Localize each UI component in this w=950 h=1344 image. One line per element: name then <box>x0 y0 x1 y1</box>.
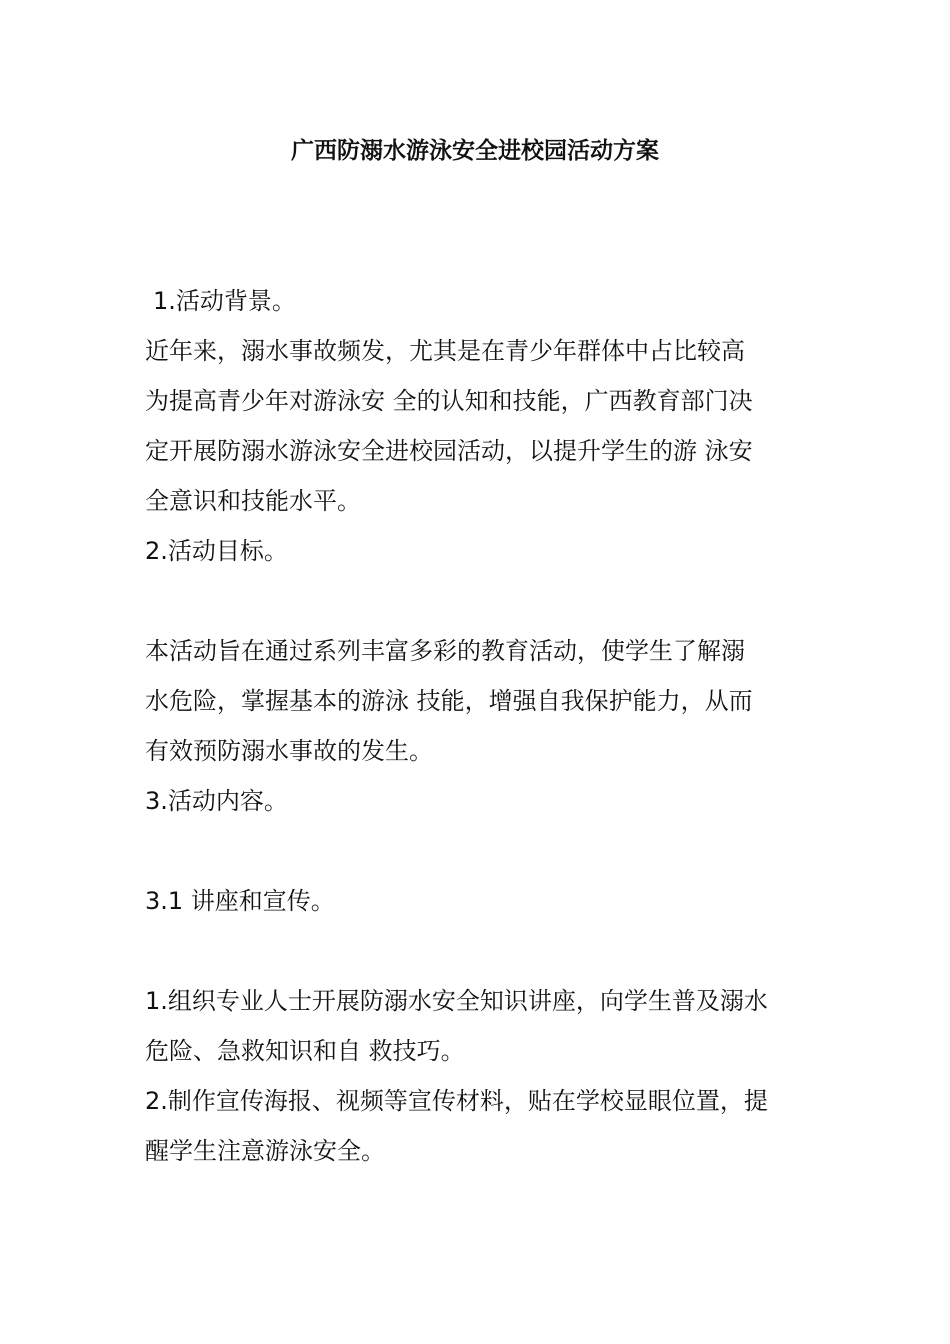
list-item-line: 危险、急救知识和自 救技巧。 <box>145 1037 465 1065</box>
blank-line <box>145 576 815 626</box>
paragraph-line: 近年来，溺水事故频发，尤其是在青少年群体中占比较高 <box>145 337 745 365</box>
paragraph-line: 有效预防溺水事故的发生。 <box>145 737 433 765</box>
list-item-line: 1.组织专业人士开展防溺水安全知识讲座，向学生普及溺水 <box>145 987 768 1015</box>
paragraph-line: 水危险，掌握基本的游泳 技能，增强自我保护能力，从而 <box>145 687 753 715</box>
paragraph-line: 全意识和技能水平。 <box>145 487 361 515</box>
list-item-line: 醒学生注意游泳安全。 <box>145 1137 385 1165</box>
blank-line <box>145 926 815 976</box>
section-heading-background: 1.活动背景。 <box>153 287 296 315</box>
section-heading-content: 3.活动内容。 <box>145 787 288 815</box>
blank-line <box>145 826 815 876</box>
document-title: 广西防溺水游泳安全进校园活动方案 <box>291 138 659 164</box>
paragraph-line: 为提高青少年对游泳安 全的认知和技能，广西教育部门决 <box>145 387 753 415</box>
paragraph-line: 本活动旨在通过系列丰富多彩的教育活动，使学生了解溺 <box>145 637 745 665</box>
paragraph-line: 定开展防溺水游泳安全进校园活动，以提升学生的游 泳安 <box>145 437 753 465</box>
subsection-heading-lecture: 3.1 讲座和宣传。 <box>145 887 335 915</box>
list-item-line: 2.制作宣传海报、视频等宣传材料，贴在学校显眼位置，提 <box>145 1087 768 1115</box>
section-heading-goal: 2.活动目标。 <box>145 537 288 565</box>
document-body <box>145 276 815 1176</box>
